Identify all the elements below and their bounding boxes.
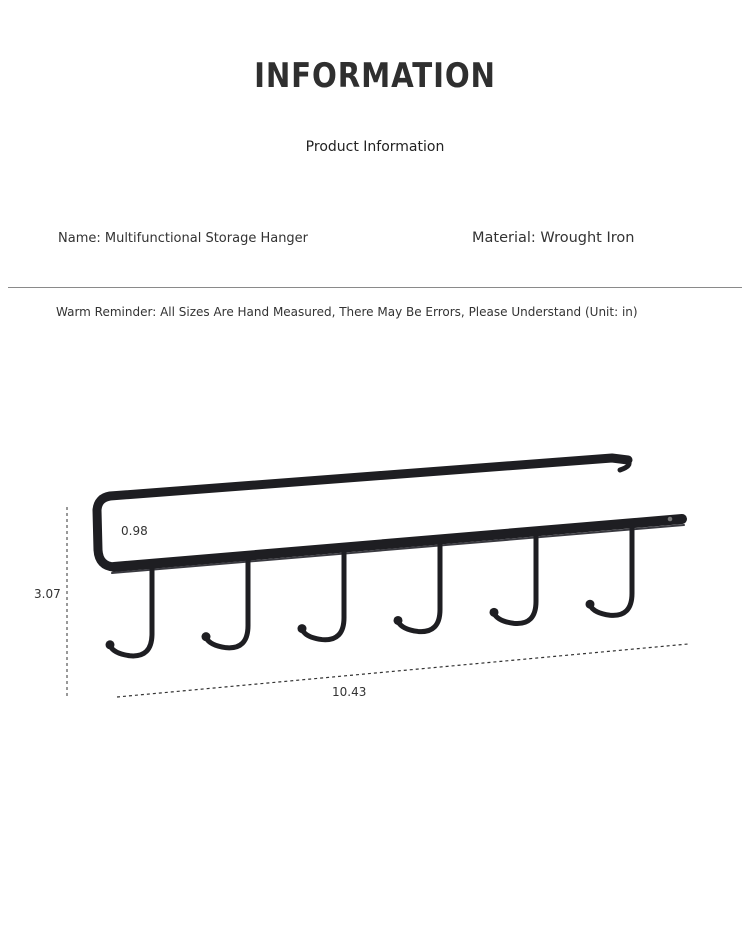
spec-material: Material: Wrought Iron [472, 230, 635, 246]
hook [398, 541, 440, 631]
page-title: INFORMATION [254, 56, 496, 96]
hook [494, 533, 536, 623]
depth-label: 0.98 [121, 524, 148, 538]
hook-tip [490, 608, 499, 617]
hook-tip [586, 600, 595, 609]
hook-tip [394, 616, 403, 625]
hook-tip [298, 624, 307, 633]
height-label: 3.07 [34, 587, 61, 601]
warm-reminder: Warm Reminder: All Sizes Are Hand Measured, There May Be Errors, Please Understand (Unit: in) [56, 305, 638, 319]
section-subtitle: Product Information [305, 139, 445, 155]
hanger-bottom-bar [114, 519, 682, 567]
hook-tip [202, 632, 211, 641]
hook [110, 566, 152, 656]
hook-tip [106, 640, 115, 649]
width-dimension-line [117, 644, 688, 697]
hook [206, 558, 248, 648]
hanger-illustration [97, 458, 684, 573]
width-label: 10.43 [332, 685, 367, 699]
hook [302, 550, 344, 640]
hook [590, 525, 632, 615]
spec-name: Name: Multifunctional Storage Hanger [58, 231, 309, 246]
